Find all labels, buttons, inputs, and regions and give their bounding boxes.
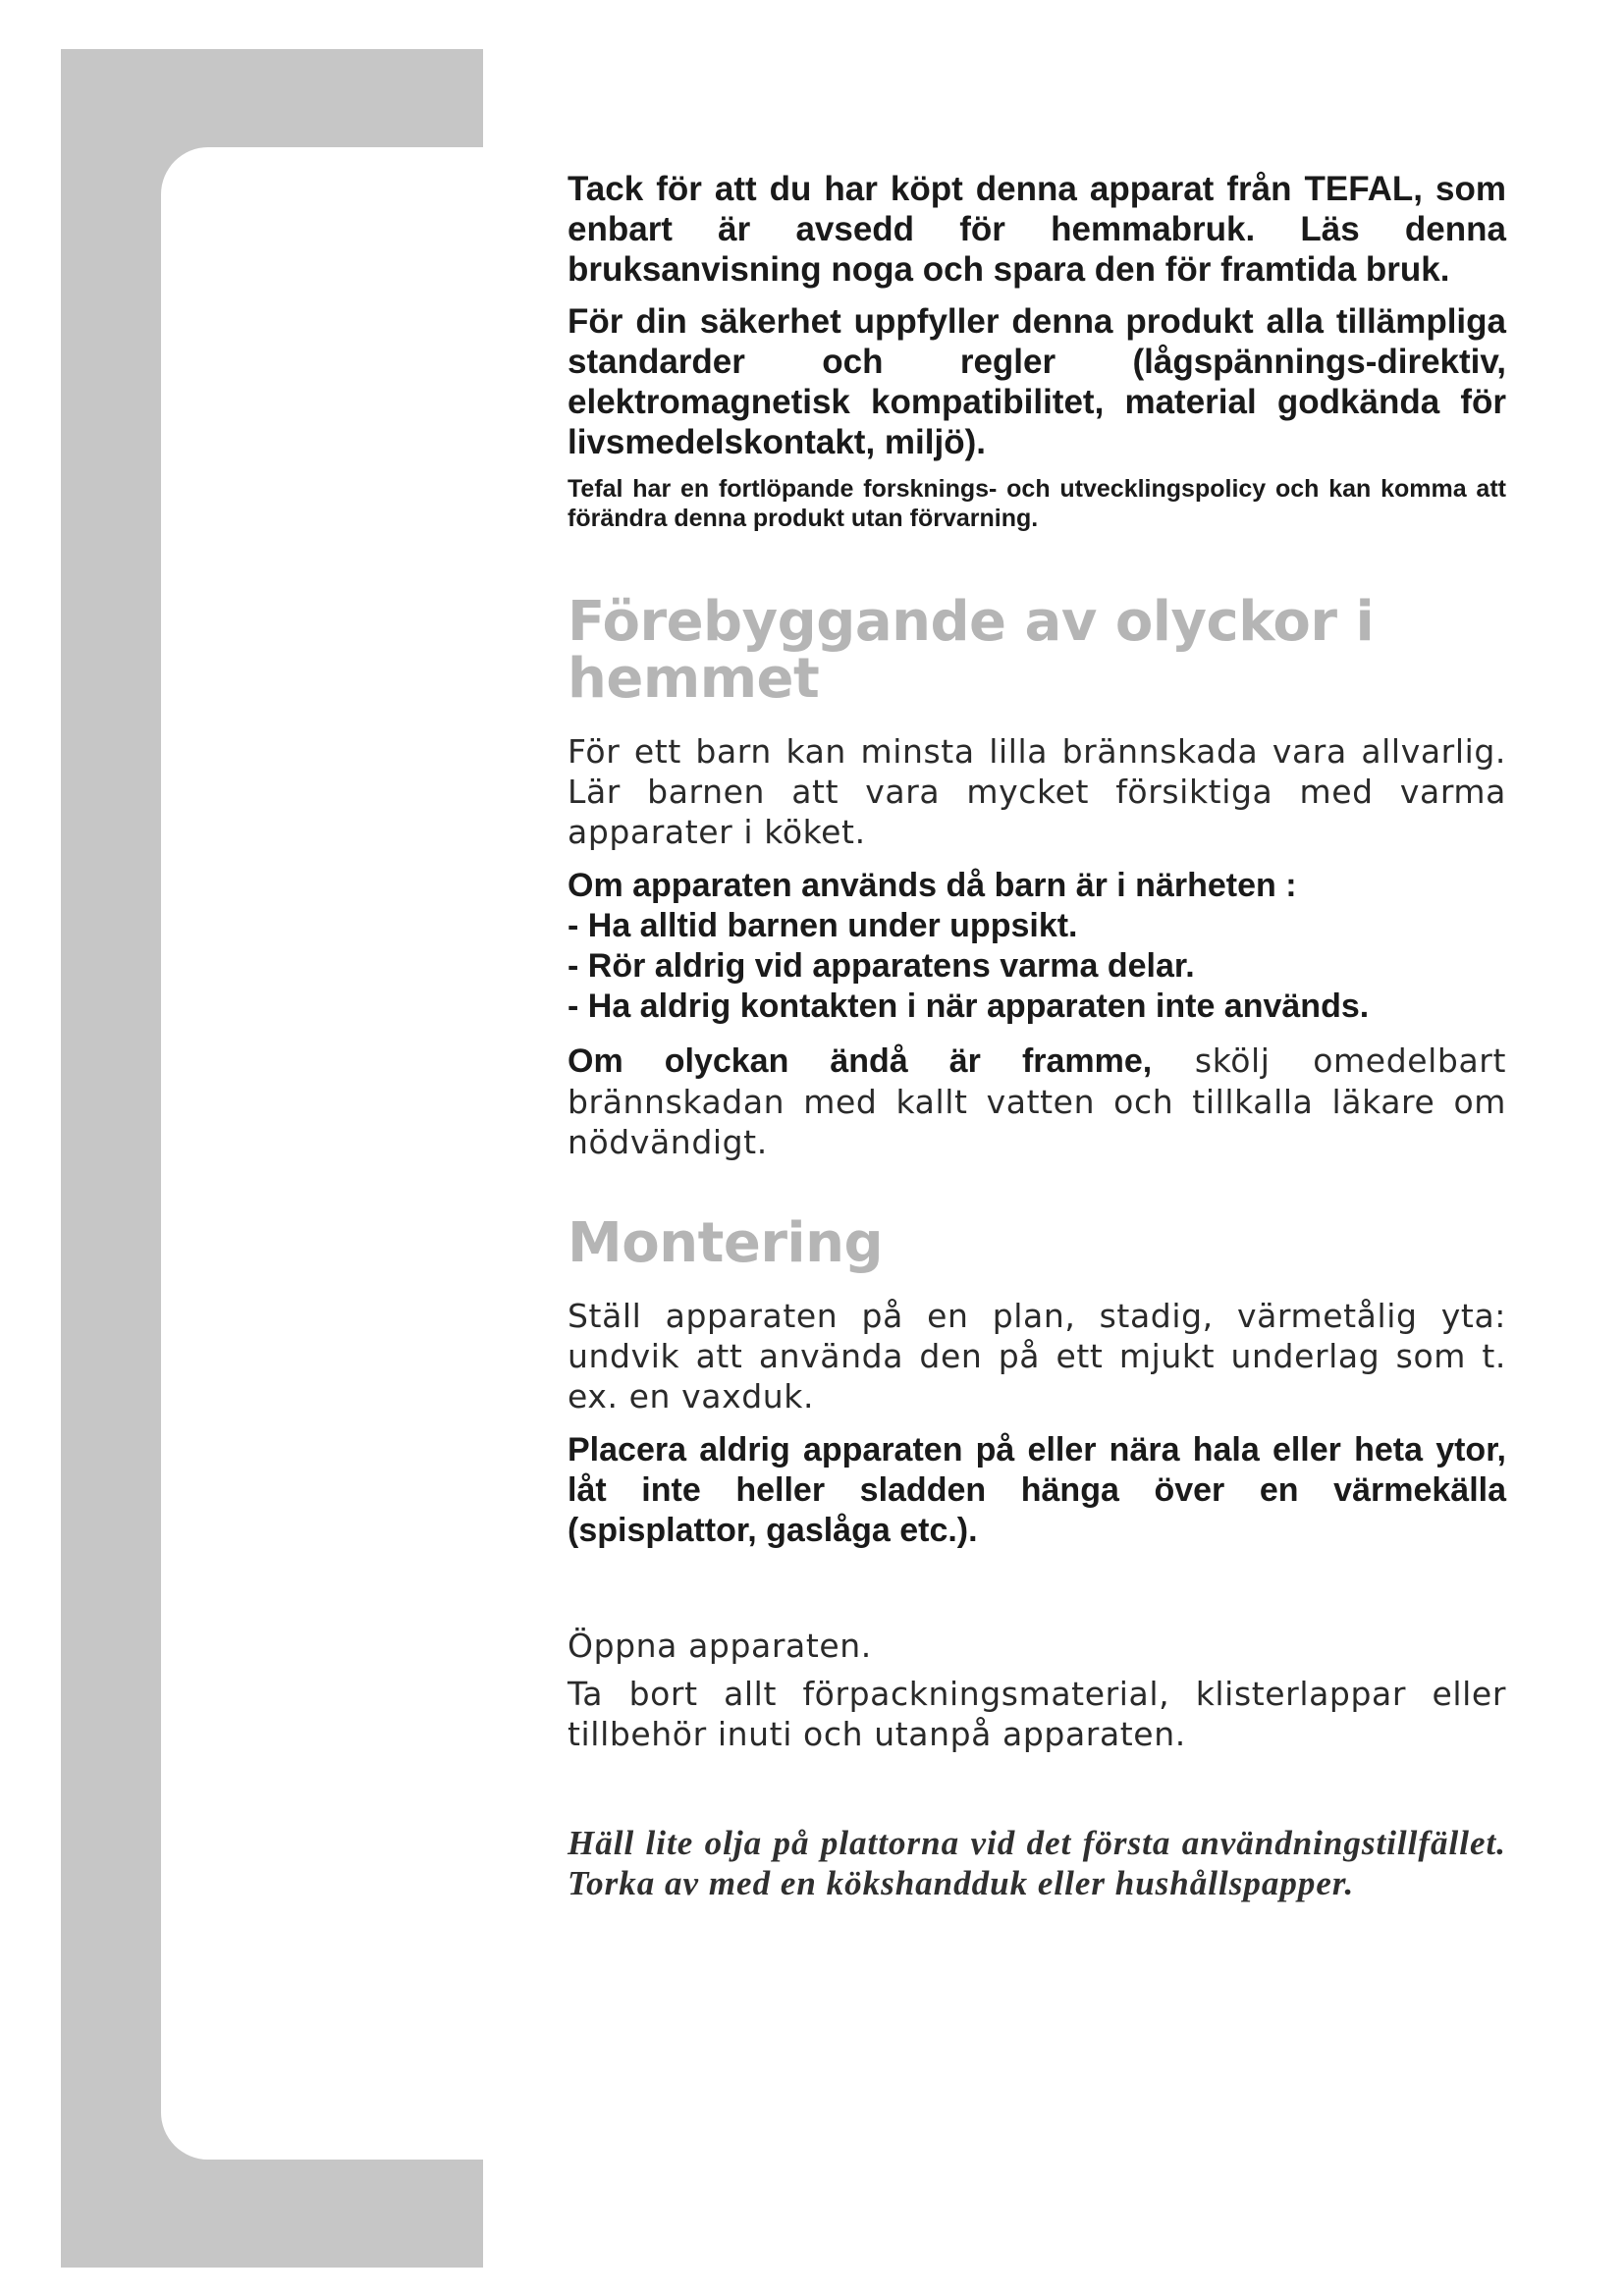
list-item: - Ha alltid barnen under uppsikt. [568, 907, 1078, 944]
oil-note: Häll lite olja på plattorna vid det första användningstillfället. Torka av med en kökshandduk eller hushållspapper. [568, 1824, 1506, 1902]
list-item: - Rör aldrig vid apparatens varma delar. [568, 947, 1195, 985]
accident-lead: Om olyckan ändå är framme, [568, 1042, 1153, 1080]
intro-paragraph-2: För din säkerhet uppfyller denna produkt alla tillämpliga standarder och regler (lågspännings-direktiv, elektromagnetisk kompatibilitet, material godkända för livsmedelskontakt, miljö). [568, 302, 1506, 461]
assembly-paragraph: Ställ apparaten på en plan, stadig, värmetålig yta: undvik att använda den på ett mjukt underlag som t. ex. en vaxduk. [568, 1297, 1506, 1415]
page-content [568, 169, 1506, 1903]
assembly-warning: Placera aldrig apparaten på eller nära hala eller heta ytor, låt inte heller sladden hänga över en värmekälla (spisplattor, gaslåga etc.). [568, 1431, 1506, 1549]
accidents-heading: Förebyggande av olyckor i hemmet [568, 590, 1375, 711]
children-safety-list [568, 906, 1506, 1027]
decorative-side-bar-cutout [161, 147, 483, 2160]
remove-packaging-text: Ta bort allt förpackningsmaterial, klisterlappar eller tillbehör inuti och utanpå apparaten. [568, 1675, 1506, 1753]
intro-note: Tefal har en fortlöpande forsknings- och utvecklingspolicy och kan komma att förändra denna produkt utan förvarning. [568, 475, 1506, 532]
assembly-heading: Montering [568, 1211, 884, 1275]
accidents-paragraph: För ett barn kan minsta lilla brännskada vara allvarlig. Lär barnen att vara mycket försiktiga med varma apparater i köket. [568, 732, 1506, 851]
open-appliance-text: Öppna apparaten. [568, 1627, 872, 1665]
children-list-title: Om apparaten används då barn är i närheten : [568, 867, 1297, 904]
accident-rest: skölj omedelbart brännskadan med kallt vatten och tillkalla läkare om nödvändigt. [568, 1041, 1506, 1161]
list-item: - Ha aldrig kontakten i när apparaten inte används. [568, 988, 1370, 1025]
intro-paragraph-1: Tack för att du har köpt denna apparat från TEFAL, som enbart är avsedd för hemmabruk. Läs denna bruksanvisning noga och spara den för framtida bruk. [568, 170, 1506, 289]
accident-instructions [568, 1041, 1506, 1162]
